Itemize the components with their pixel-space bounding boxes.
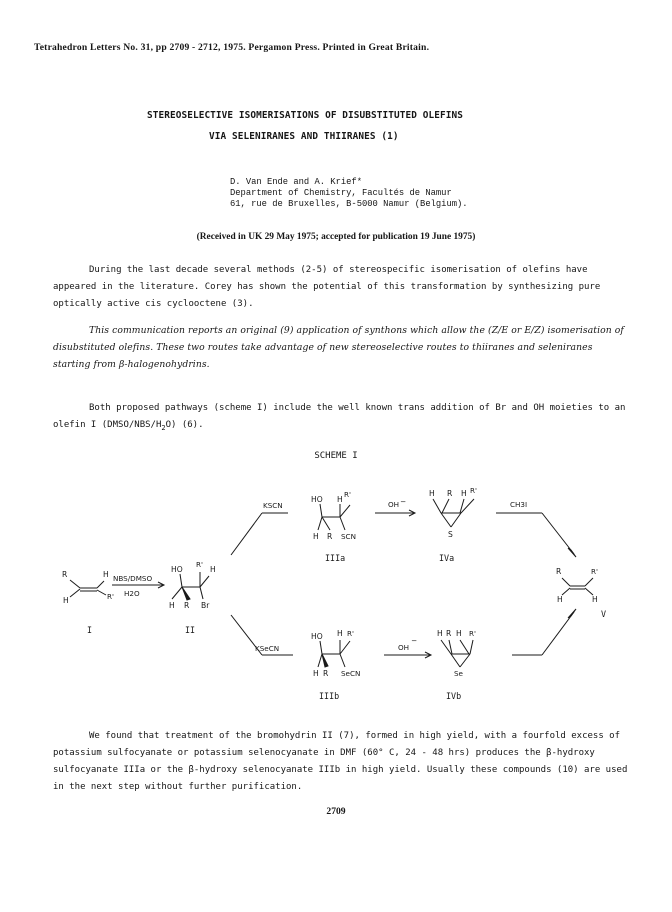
compound-IVa-structure — [429, 486, 477, 563]
atom-label: H — [592, 595, 598, 604]
reagent-hydroxide-bottom: OH — [398, 643, 410, 652]
compound-label-IIIb: IIIb — [319, 691, 340, 701]
paragraph-4: We found that treatment of the bromohydrin II (7), formed in high yield, with a fourfold excess of potassium sulfocyanate or potassium selenocyanate in DMF (60° C, 24 - 48 hrs) produces the β-hydroxy sulfocyanate IIIa or the β-hydroxy selenocyanate IIIb in high yield. Usually these compounds (10) are used in the next step without further purification. — [53, 731, 628, 792]
atom-label: H — [103, 570, 109, 579]
paragraph-1: During the last decade several methods (2-5) of stereospecific isomerisation of olefins have appeared in the literature. Corey has shown the potential of this transformation by synthesizing pure optically active cis cyclooctene (3). — [53, 265, 601, 309]
atom-label: R — [184, 601, 190, 610]
atom-label: R' — [347, 629, 354, 638]
reaction-scheme — [0, 470, 672, 708]
atom-label: SCN — [341, 532, 356, 541]
compound-IIIa-structure — [311, 490, 356, 563]
author-department: Department of Chemistry, Facultés de Namur — [230, 188, 452, 198]
compound-label-IIIa: IIIa — [325, 553, 346, 563]
author-names: D. Van Ende and A. Krief* — [230, 177, 362, 187]
paragraph-3-text: Both proposed pathways (scheme I) include the well known trans addition of Br and OH moieties to an olefin I (DMSO/NBS/H — [53, 403, 626, 430]
compound-label-II: II — [185, 625, 196, 635]
compound-IVb-structure — [437, 629, 476, 701]
atom-label: SeCN — [341, 669, 361, 678]
atom-label: H — [456, 629, 462, 638]
atom-label: H — [337, 629, 343, 638]
atom-label: H — [63, 596, 69, 605]
atom-label: R' — [107, 592, 114, 601]
atom-label: HO — [311, 632, 323, 641]
compound-I-structure — [62, 570, 114, 635]
charge-sign: − — [400, 497, 407, 506]
atom-label: H — [461, 489, 467, 498]
compound-label-V: V — [601, 609, 607, 619]
paragraph-3-tail: O) (6). — [165, 420, 204, 430]
title-line-1: STEREOSELECTIVE ISOMERISATIONS OF DISUBSTITUTED OLEFINS — [147, 110, 463, 121]
atom-label: R' — [591, 567, 598, 576]
atom-label: Se — [454, 669, 463, 678]
reagent-hydroxide-top: OH — [388, 500, 400, 509]
atom-label: R — [62, 570, 68, 579]
compound-label-IVa: IVa — [439, 553, 455, 563]
atom-label: H — [437, 629, 443, 638]
page-number: 2709 — [326, 806, 346, 817]
atom-label: S — [448, 530, 453, 539]
paragraph-3 — [53, 400, 633, 437]
compound-label-IVb: IVb — [446, 691, 462, 701]
compound-label-I: I — [87, 625, 93, 635]
atom-label: H — [169, 601, 175, 610]
atom-label: H — [429, 489, 435, 498]
author-address: 61, rue de Bruxelles, B-5000 Namur (Belgium). — [230, 199, 468, 209]
atom-label: R — [327, 532, 333, 541]
atom-label: R' — [470, 486, 477, 495]
paragraph-3-subscript: 2 — [161, 423, 166, 432]
atom-label: R — [323, 669, 329, 678]
compound-IIIb-structure — [311, 629, 360, 701]
compound-II-structure — [169, 560, 216, 635]
atom-label: H — [210, 565, 216, 574]
reagent-kscn: KSCN — [263, 501, 283, 510]
atom-label: HO — [311, 495, 323, 504]
paragraph-2: This communication reports an original (9) application of synthons which allow the (Z/E or E/Z) isomerisation of disubstituted olefins. These two routes take advantage of new stereoselective routes to thiiranes and seleniranes starting from β-halogenohydrins. — [53, 325, 624, 370]
reagent-nbs-dmso: NBS/DMSO — [113, 574, 153, 583]
scheme-title: SCHEME I — [314, 451, 358, 461]
atom-label: HO — [171, 565, 183, 574]
atom-label: H — [337, 495, 343, 504]
atom-label: H — [557, 595, 563, 604]
compound-V-structure — [556, 567, 606, 619]
atom-label: H — [313, 669, 319, 678]
atom-label: R — [446, 629, 452, 638]
title-line-2: VIA SELENIRANES AND THIIRANES (1) — [209, 131, 399, 142]
journal-header: Tetrahedron Letters No. 31, pp 2709 - 2712, 1975. Pergamon Press. Printed in Great Britain. — [34, 42, 430, 53]
atom-label: R' — [469, 629, 476, 638]
received-dates: (Received in UK 29 May 1975; accepted for publication 19 June 1975) — [196, 232, 476, 242]
atom-label: Br — [201, 601, 210, 610]
atom-label: R' — [344, 490, 351, 499]
atom-label: H — [313, 532, 319, 541]
atom-label: R — [556, 567, 562, 576]
charge-sign: − — [411, 636, 418, 645]
atom-label: R' — [196, 560, 203, 569]
reagent-water: H2O — [124, 589, 140, 598]
atom-label: R — [447, 489, 453, 498]
reagent-ksecn: KSeCN — [255, 644, 280, 653]
reagent-methyl-iodide: CH3I — [510, 500, 528, 509]
